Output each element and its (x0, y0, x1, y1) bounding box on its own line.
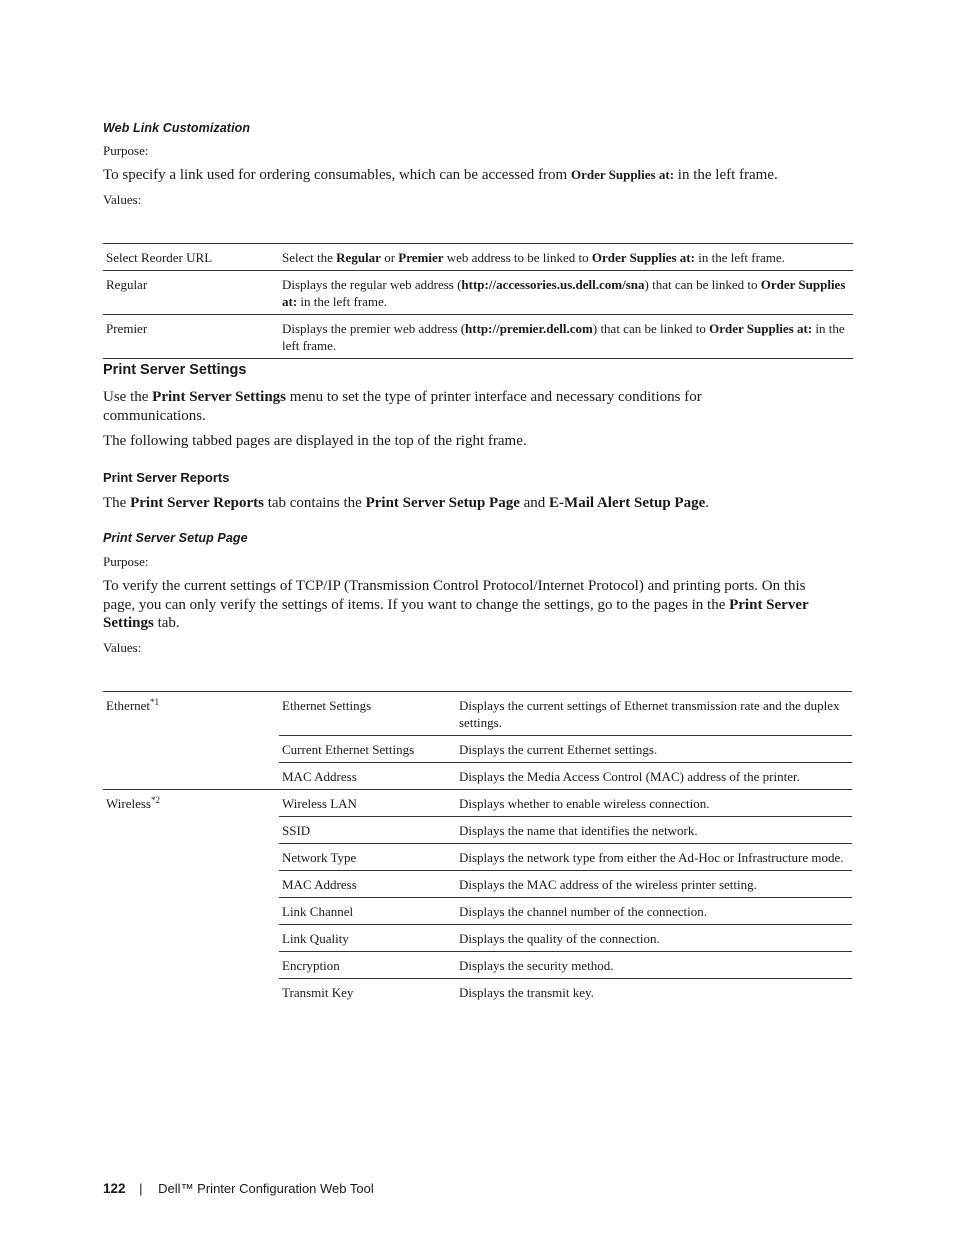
value-name: Select Reorder URL (106, 250, 213, 265)
values-label: Values: (103, 640, 142, 655)
web-link-heading: Web Link Customization (103, 121, 251, 135)
web-link-table (103, 243, 853, 359)
purpose-label: Purpose: (103, 143, 149, 158)
item-label: MAC Address (279, 763, 456, 790)
item-label: MAC Address (279, 871, 456, 898)
footer-separator: | (139, 1181, 143, 1196)
print-server-reports-text: The Print Server Reports tab contains the Print Server Setup Page and E-Mail Alert Setup Page. (103, 495, 710, 511)
item-description: Displays the quality of the connection. (456, 925, 852, 952)
print-server-reports-heading: Print Server Reports (103, 470, 230, 485)
setup-page-purpose: To verify the current settings of TCP/IP (Transmission Control Protocol/Internet Protocol) and printing ports. On this page, you can only verify the settings of items. If you want to change the settings, go to the pages in the Print Server Settings tab. (103, 578, 809, 631)
item-description: Displays the current settings of Ethernet transmission rate and the duplex settings. (456, 692, 852, 736)
page-footer (103, 1181, 374, 1196)
table-row (103, 271, 853, 315)
item-label: Current Ethernet Settings (279, 736, 456, 763)
item-description: Displays the current Ethernet settings. (456, 736, 852, 763)
value-description: Select the Regular or Premier web address to be linked to Order Supplies at: in the left frame. (282, 250, 785, 265)
footer-title: Dell™ Printer Configuration Web Tool (158, 1181, 374, 1196)
item-description: Displays the name that identifies the network. (456, 817, 852, 844)
item-label: Transmit Key (279, 979, 456, 1006)
values-label: Values: (103, 192, 142, 207)
table-row (103, 315, 853, 359)
print-server-settings-intro: Use the Print Server Settings menu to set the type of printer interface and necessary conditions for communications. (103, 389, 702, 424)
setup-page-table (103, 691, 852, 1005)
value-name: Premier (106, 321, 148, 336)
tabbed-pages-note: The following tabbed pages are displayed in the top of the right frame. (103, 433, 527, 449)
table-row (103, 692, 852, 736)
item-label: Link Quality (279, 925, 456, 952)
page-number: 122 (103, 1181, 126, 1196)
group-wireless: Wireless$^{*2}$ (103, 790, 279, 1006)
setup-page-heading: Print Server Setup Page (103, 531, 248, 545)
purpose-label: Purpose: (103, 554, 149, 569)
item-label: SSID (279, 817, 456, 844)
item-description: Displays the channel number of the connection. (456, 898, 852, 925)
item-description: Displays the Media Access Control (MAC) address of the printer. (456, 763, 852, 790)
group-ethernet: Ethernet$^{*1}$ (103, 692, 279, 790)
item-label: Wireless LAN (279, 790, 456, 817)
table-row (103, 244, 853, 271)
item-description: Displays whether to enable wireless connection. (456, 790, 852, 817)
item-label: Ethernet Settings (279, 692, 456, 736)
item-description: Displays the network type from either the Ad-Hoc or Infrastructure mode. (456, 844, 852, 871)
value-description: Displays the regular web address (http://accessories.us.dell.com/sna) that can be linked to Order Supplies at: in the left frame. (282, 277, 846, 309)
table-row (103, 790, 852, 817)
item-description: Displays the security method. (456, 952, 852, 979)
item-label: Network Type (279, 844, 456, 871)
item-label: Encryption (279, 952, 456, 979)
web-link-purpose: To specify a link used for ordering consumables, which can be accessed from Order Supplies at: in the left frame. (103, 167, 778, 183)
value-name: Regular (106, 277, 148, 292)
value-description: Displays the premier web address (http://premier.dell.com) that can be linked to Order Supplies at: in the left frame. (282, 321, 845, 353)
item-description: Displays the transmit key. (456, 979, 852, 1006)
print-server-settings-heading: Print Server Settings (103, 362, 247, 378)
item-label: Link Channel (279, 898, 456, 925)
item-description: Displays the MAC address of the wireless printer setting. (456, 871, 852, 898)
